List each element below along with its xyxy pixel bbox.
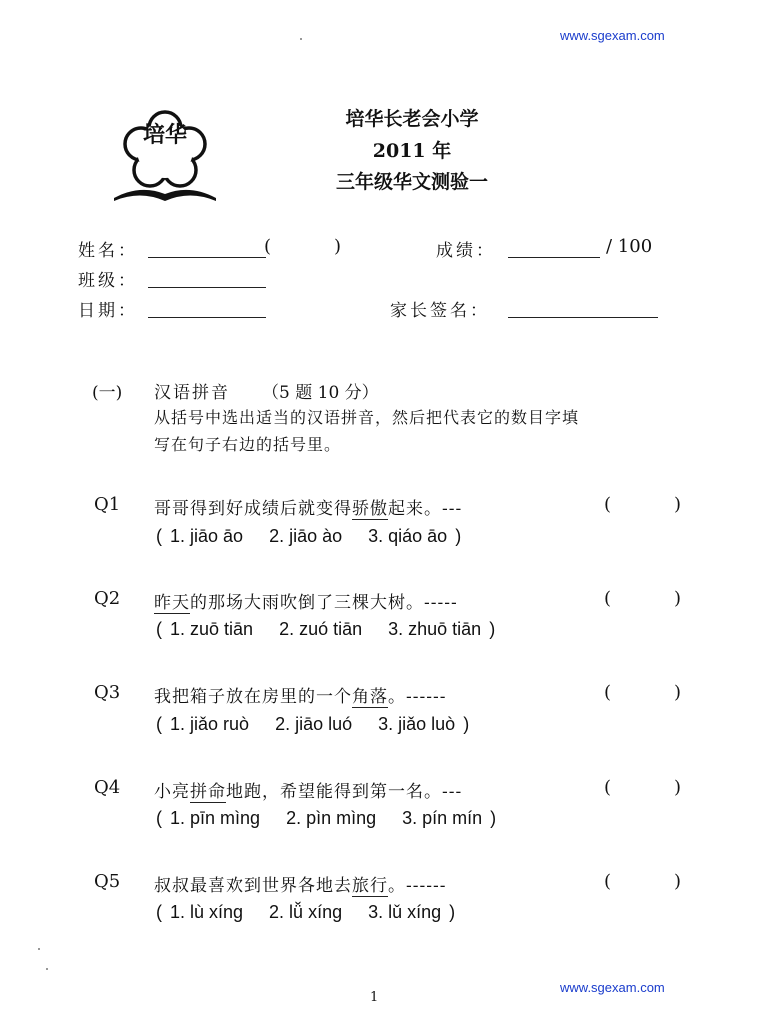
date-label: 日期：	[78, 301, 138, 321]
parent-signature-field[interactable]	[508, 301, 658, 318]
question-text-before: 我把箱子放在房里的一个	[154, 687, 352, 707]
scan-speck	[38, 948, 40, 950]
answer-paren-open: (	[604, 777, 612, 798]
pinyin-option: 3. pín mín	[402, 808, 483, 828]
pinyin-options	[156, 714, 495, 735]
question-text-before: 哥哥得到好成绩后就变得	[154, 499, 352, 519]
name-label: 姓名：	[78, 241, 138, 261]
answer-paren-open: (	[604, 682, 612, 703]
options-paren-close: )	[489, 619, 496, 639]
pinyin-option: 2. zuó tiān	[279, 619, 363, 639]
target-word: 角落	[352, 687, 388, 707]
question-number: Q4	[94, 777, 121, 798]
target-word: 拼命	[190, 782, 226, 802]
question-text	[154, 871, 446, 896]
target-word: 旅行	[352, 876, 388, 896]
watermark-top[interactable]: www.sgexam.com	[560, 28, 665, 43]
options-paren-open: (	[156, 902, 162, 922]
watermark-bottom[interactable]: www.sgexam.com	[560, 980, 665, 995]
question-text-after: 起来。---	[388, 499, 463, 519]
question-text-before: 小亮	[154, 782, 190, 802]
section-marks: （5 题 10 分）	[262, 383, 379, 403]
options-paren-open: (	[156, 808, 162, 828]
date-field[interactable]	[148, 301, 266, 318]
question-text	[154, 682, 446, 707]
options-paren-open: (	[156, 714, 162, 734]
class-field[interactable]	[148, 271, 266, 288]
pinyin-option: 2. pìn mìng	[286, 808, 377, 828]
question-text-after: 。------	[388, 687, 447, 707]
school-name: 培华长老会小学	[345, 108, 479, 130]
answer-box[interactable]	[616, 682, 672, 704]
answer-paren-close: )	[674, 777, 682, 798]
question-number: Q1	[94, 494, 121, 515]
logo-text: 培华	[142, 122, 187, 148]
options-paren-close: )	[455, 526, 462, 546]
question-number: Q5	[94, 871, 121, 892]
score-label: 成绩：	[436, 241, 496, 261]
answer-paren-open: (	[604, 588, 612, 609]
answer-box[interactable]	[616, 588, 672, 610]
answer-paren-close: )	[674, 588, 682, 609]
answer-paren-close: )	[674, 871, 682, 892]
question-number: Q3	[94, 682, 121, 703]
question-text-after: 。------	[388, 876, 447, 896]
name-field[interactable]	[148, 241, 266, 258]
question-text-before: 叔叔最喜欢到世界各地去	[154, 876, 352, 896]
pinyin-option: 1. pīn mìng	[170, 808, 261, 828]
pinyin-option: 2. lǚ xíng	[269, 902, 343, 922]
answer-box[interactable]	[616, 777, 672, 799]
pinyin-option: 3. lǔ xíng	[368, 902, 442, 922]
options-paren-open: (	[156, 526, 162, 546]
class-label: 班级：	[78, 271, 138, 291]
answer-box[interactable]	[616, 871, 672, 893]
score-total: / 100	[606, 236, 653, 257]
pinyin-option: 3. jiǎo luò	[378, 714, 456, 734]
pinyin-option: 3. qiáo āo	[368, 526, 448, 546]
answer-paren-close: )	[674, 682, 682, 703]
question-text-after: 的那场大雨吹倒了三棵大树。-----	[190, 593, 458, 613]
parent-signature-label: 家长签名：	[390, 301, 490, 321]
options-paren-close: )	[490, 808, 497, 828]
pinyin-option: 2. jiāo ào	[269, 526, 343, 546]
test-year: 2011 年	[372, 140, 452, 162]
pinyin-option: 3. zhuō tiān	[388, 619, 482, 639]
question-text	[154, 777, 462, 802]
page-number: 1	[370, 990, 379, 1005]
target-word: 骄傲	[352, 499, 388, 519]
answer-paren-open: (	[604, 494, 612, 515]
scan-speck	[300, 38, 302, 40]
section-title: 汉语拼音	[154, 383, 230, 403]
score-field[interactable]	[508, 241, 600, 258]
question-text	[154, 588, 458, 613]
target-word: 昨天	[154, 593, 190, 613]
options-paren-close: )	[463, 714, 470, 734]
class-number-paren-close: )	[334, 236, 342, 257]
pinyin-options	[156, 902, 481, 923]
question-text-after: 地跑，希望能得到第一名。---	[226, 782, 463, 802]
pinyin-option: 1. lù xíng	[170, 902, 244, 922]
pinyin-option: 1. jiǎo ruò	[170, 714, 250, 734]
options-paren-open: (	[156, 619, 162, 639]
pinyin-options	[156, 619, 521, 640]
question-number: Q2	[94, 588, 121, 609]
pinyin-option: 1. jiāo āo	[170, 526, 244, 546]
section-instruction-line2: 写在句子右边的括号里。	[154, 435, 342, 454]
pinyin-option: 1. zuō tiān	[170, 619, 254, 639]
answer-paren-open: (	[604, 871, 612, 892]
options-paren-close: )	[449, 902, 456, 922]
section-instruction-line1: 从括号中选出适当的汉语拼音，然后把代表它的数目字填	[154, 408, 580, 427]
pinyin-option: 2. jiāo luó	[275, 714, 353, 734]
class-number-paren-open: (	[264, 236, 272, 257]
pinyin-options	[156, 526, 487, 547]
section-number: (一)	[92, 383, 123, 403]
question-text	[154, 494, 462, 519]
test-title: 三年级华文测验一	[335, 171, 488, 193]
answer-box[interactable]	[616, 494, 672, 516]
school-logo	[110, 108, 220, 204]
pinyin-options	[156, 808, 522, 829]
scan-speck	[46, 968, 48, 970]
answer-paren-close: )	[674, 494, 682, 515]
